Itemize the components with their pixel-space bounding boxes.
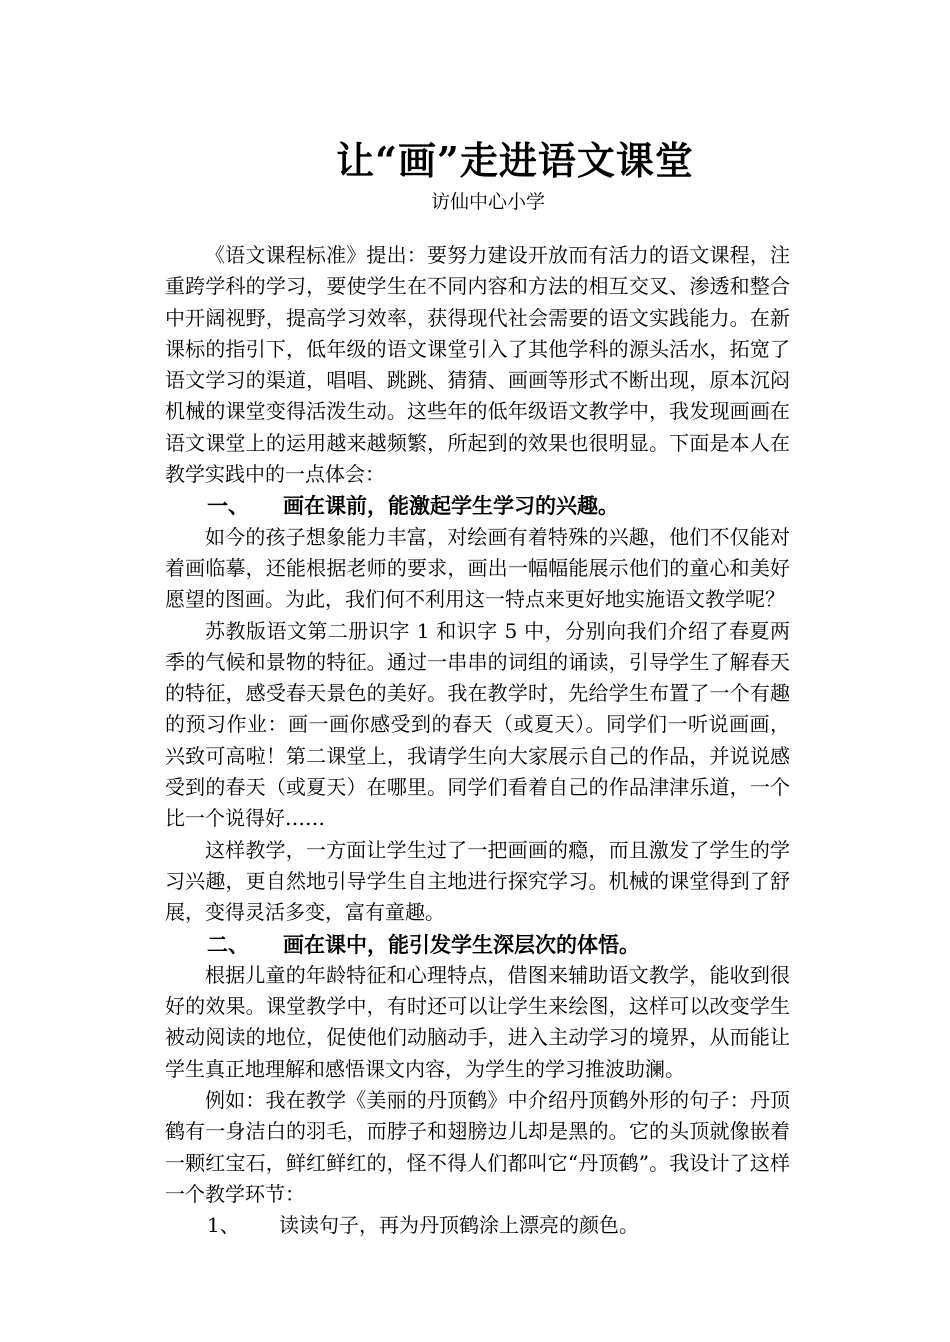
paragraph: 例如：我在教学《美丽的丹顶鹤》中介绍丹顶鹤外形的句子：丹顶鹤有一身洁白的羽毛，而脖子和翅膀边儿却是黑的。它的头顶就像嵌着一颗红宝石，鲜红鲜红的，怪不得人们都叫它“丹顶鹤”。我设计了这样一个教学环节： [165,1088,790,1206]
list-item-number: 1、 [207,1213,240,1238]
paragraph: 如今的孩子想象能力丰富，对绘画有着特殊的兴趣，他们不仅能对着画临摹，还能根据老师的要求，画出一幅幅能展示他们的童心和美好愿望的图画。为此，我们何不利用这一特点来更好地实施语文教学呢？ [165,524,790,612]
list-item-text: 读读句子，再为丹顶鹤涂上漂亮的颜色。 [279,1213,639,1238]
section-heading-number: 二、 [207,931,249,957]
section-heading-1 [165,490,790,521]
paragraph-intro: 《语文课程标准》提出：要努力建设开放而有活力的语文课程，注重跨学科的学习，要使学生在不同内容和方法的相互交叉、渗透和整合中开阔视野，提高学习效率，获得现代社会需要的语文实践能力。在新课标的指引下，低年级的语文课堂引入了其他学科的源头活水，拓宽了语文学习的渠道，唱唱、跳跳、猜猜、画画等形式不断出现，原本沉闷机械的课堂变得活泼生动。这些年的低年级语文教学中，我发现画画在语文课堂上的运用越来越频繁，所起到的效果也很明显。下面是本人在教学实践中的一点体会： [165,243,790,487]
list-item [165,1210,790,1241]
section-heading-number: 一、 [207,493,249,519]
document-body [165,240,790,1242]
section-heading-2 [165,929,790,960]
section-heading-text: 画在课前，能激起学生学习的兴趣。 [283,493,619,519]
section-heading-text: 画在课中，能引发学生深层次的体悟。 [283,931,640,957]
paragraph: 苏教版语文第二册识字 1 和识字 5 中，分别向我们介绍了春夏两季的气候和景物的特征。通过一串串的词组的诵读，引导学生了解春天的特征，感受春天景色的美好。我在教学时，先给学生布置了一个有趣的预习作业：画一画你感受到的春天（或夏天）。同学们一听说画画，兴致可高啦！第二课堂上，我请学生向大家展示自己的作品，并说说感受到的春天（或夏天）在哪里。同学们看着自己的作品津津乐道，一个比一个说得好…… [165,618,790,831]
paragraph: 这样教学，一方面让学生过了一把画画的瘾，而且激发了学生的学习兴趣，更自然地引导学生自主地进行探究学习。机械的课堂得到了舒展，变得灵活多变，富有童趣。 [165,837,790,925]
paragraph: 根据儿童的年龄特征和心理特点，借图来辅助语文教学，能收到很好的效果。课堂教学中，有时还可以让学生来绘图，这样可以改变学生被动阅读的地位，促使他们动脑动手，进入主动学习的境界，从而能让学生真正地理解和感悟课文内容，为学生的学习推波助澜。 [165,962,790,1081]
document-subtitle: 访仙中心小学 [430,191,545,213]
document-title: 让“画”走进语文课堂 [336,138,694,183]
